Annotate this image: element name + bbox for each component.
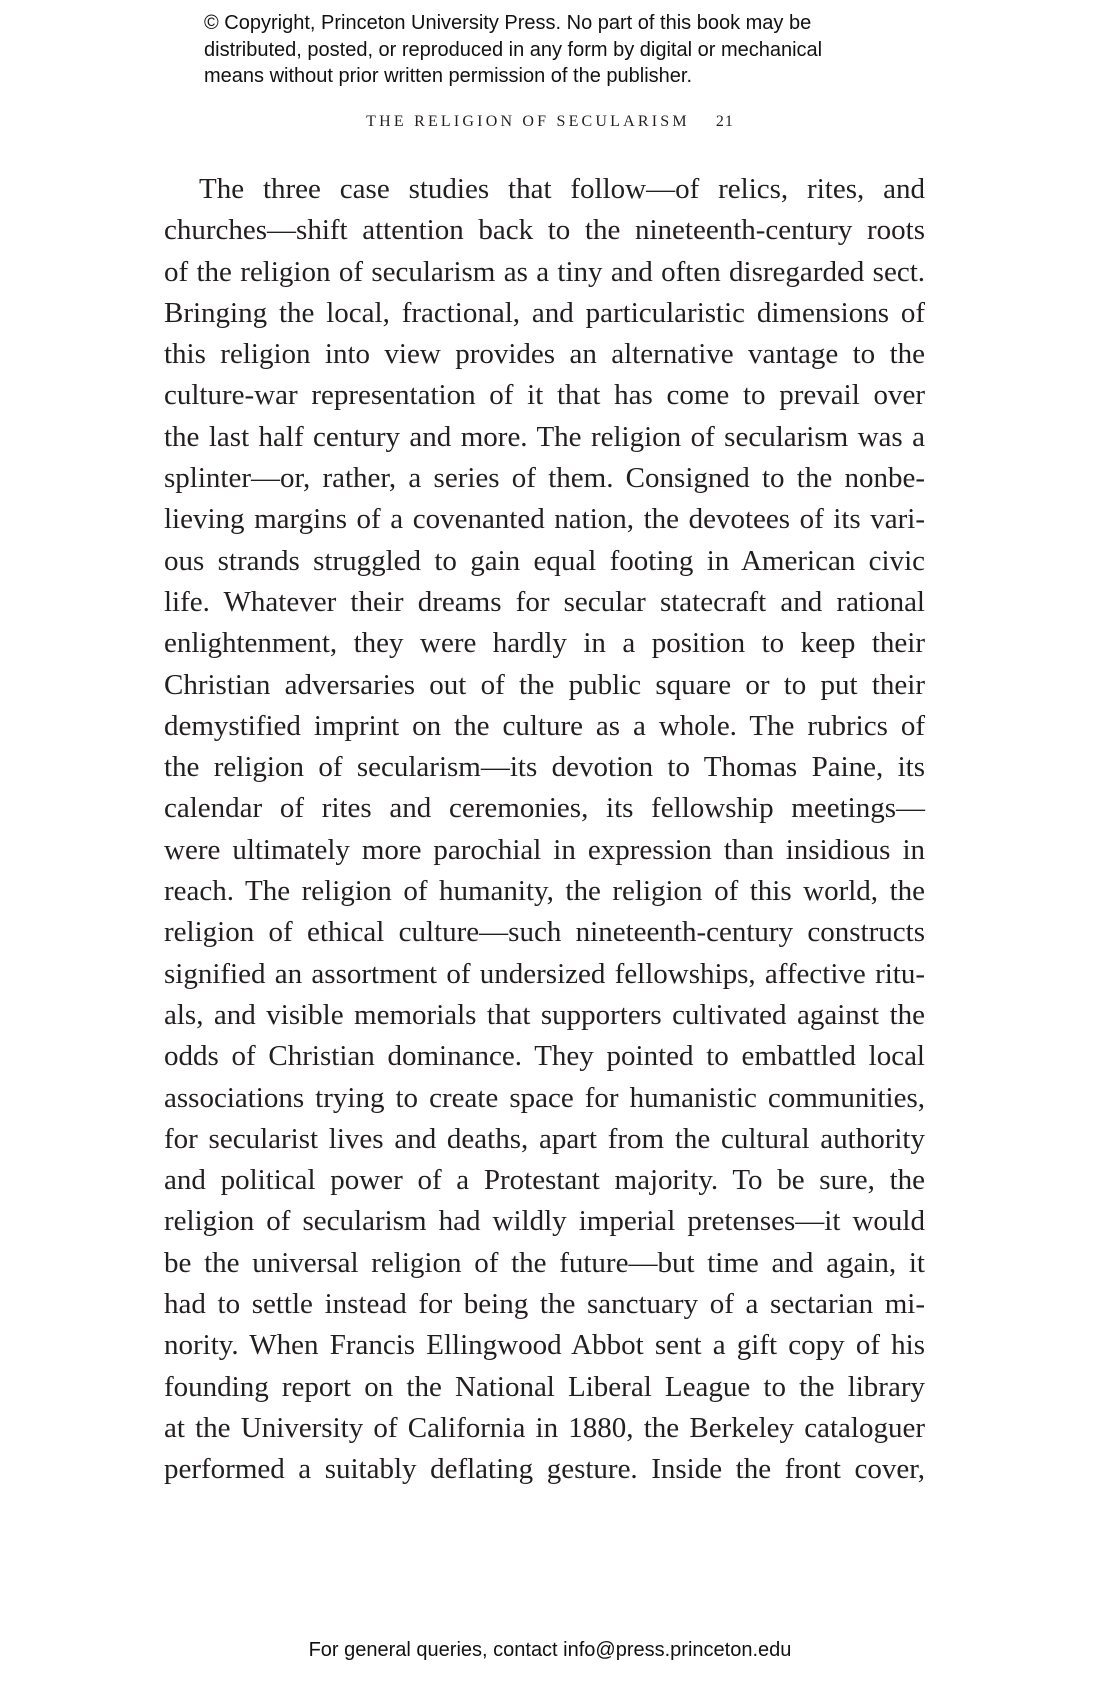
- footer-contact: For general queries, contact info@press.princeton.edu: [308, 1639, 792, 1661]
- body-line: for secularist lives and deaths, apart from the cultural authority: [164, 1122, 925, 1155]
- body-line: this religion into view provides an alternative vantage to the: [164, 338, 925, 371]
- body-line: had to settle instead for being the sanctuary of a sectarian mi-: [164, 1288, 925, 1321]
- body-line: associations trying to create space for humanistic communities,: [164, 1081, 925, 1114]
- body-line: churches—shift attention back to the nineteenth-century roots: [164, 214, 925, 247]
- body-line: demystified imprint on the culture as a whole. The rubrics of: [164, 709, 925, 742]
- body-line: performed a suitably deflating gesture. Inside the front cover,: [164, 1453, 925, 1486]
- body-line: als, and visible memorials that supporters cultivated against the: [164, 998, 925, 1031]
- body-line: ous strands struggled to gain equal footing in American civic: [164, 544, 925, 577]
- body-line: signified an assortment of undersized fellowships, affective ritu-: [164, 957, 925, 990]
- copyright-line: distributed, posted, or reproduced in any form by digital or mechanical: [204, 38, 823, 61]
- body-line: Bringing the local, fractional, and particularistic dimensions of: [164, 296, 925, 329]
- body-line: religion of secularism had wildly imperial pretenses—it would: [164, 1205, 925, 1238]
- body-line: religion of ethical culture—such nineteenth-century constructs: [164, 916, 925, 949]
- copyright-line: © Copyright, Princeton University Press. No part of this book may be: [204, 12, 812, 34]
- copyright-notice: [204, 10, 822, 90]
- body-line: the last half century and more. The religion of secularism was a: [164, 420, 925, 453]
- body-line: be the universal religion of the future—but time and again, it: [164, 1246, 925, 1279]
- body-line: odds of Christian dominance. They pointed to embattled local: [164, 1040, 925, 1073]
- running-head: [0, 113, 1100, 131]
- body-line: and political power of a Protestant majority. To be sure, the: [164, 1164, 925, 1197]
- body-line: reach. The religion of humanity, the religion of this world, the: [164, 875, 925, 908]
- body-line: at the University of California in 1880, the Berkeley cataloguer: [164, 1411, 925, 1444]
- body-line: splinter—or, rather, a series of them. Consigned to the nonbe-: [164, 462, 925, 495]
- body-line: life. Whatever their dreams for secular statecraft and rational: [164, 585, 925, 618]
- body-line: calendar of rites and ceremonies, its fellowship meetings—: [164, 792, 925, 825]
- body-line: of the religion of secularism as a tiny and often disregarded sect.: [164, 255, 925, 288]
- body-line: Christian adversaries out of the public square or to put their: [164, 668, 925, 701]
- body-line: The three case studies that follow—of relics, rites, and: [199, 173, 925, 205]
- body-line: enlightenment, they were hardly in a position to keep their: [164, 627, 925, 660]
- body-line: founding report on the National Liberal League to the library: [164, 1370, 925, 1403]
- body-line: lieving margins of a covenanted nation, the devotees of its vari-: [164, 503, 925, 536]
- body-line: culture-war representation of it that has come to prevail over: [164, 379, 925, 412]
- body-line: were ultimately more parochial in expression than insidious in: [164, 833, 925, 866]
- page-number: 21: [715, 113, 734, 130]
- body-text: [164, 169, 925, 1491]
- copyright-line: means without prior written permission of the publisher.: [204, 65, 693, 87]
- body-line: the religion of secularism—its devotion to Thomas Paine, its: [164, 751, 925, 784]
- running-head-title: THE RELIGION OF SECULARISM: [366, 113, 690, 130]
- body-line: nority. When Francis Ellingwood Abbot sent a gift copy of his: [164, 1329, 925, 1362]
